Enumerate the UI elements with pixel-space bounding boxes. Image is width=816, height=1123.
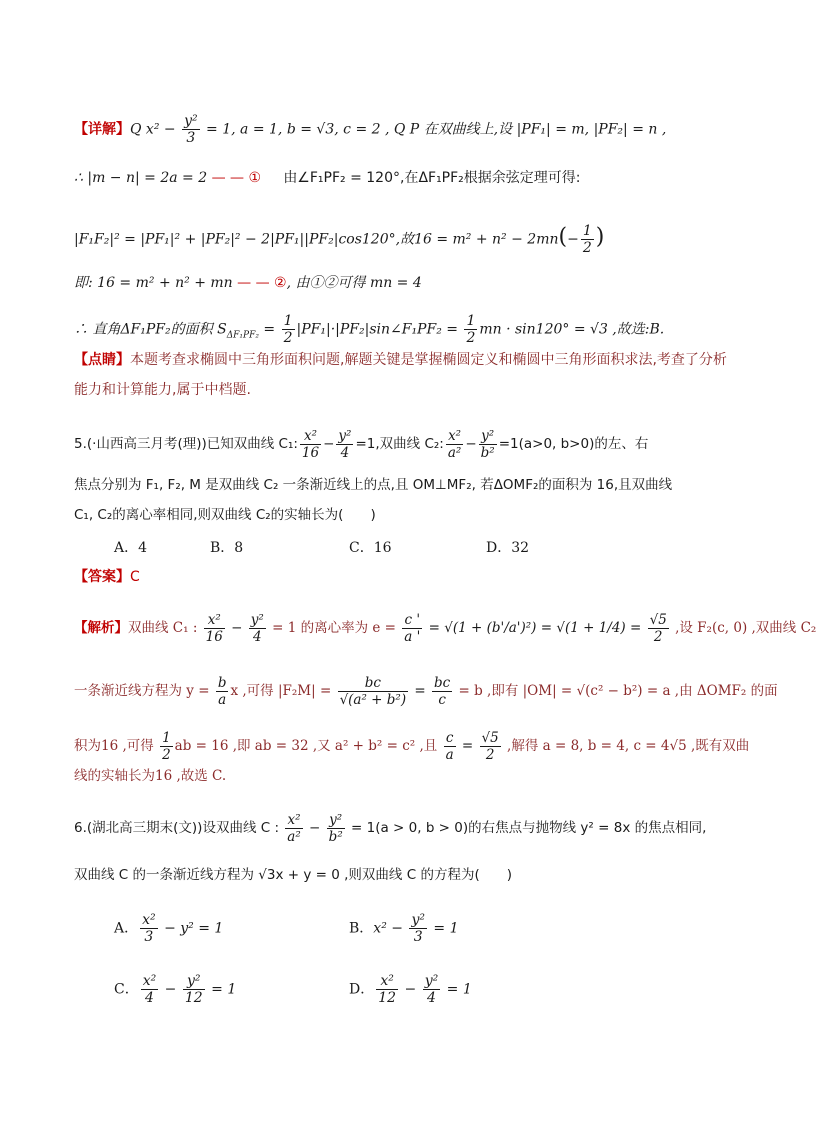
equals: = [457,738,478,754]
area-label: ∴ 直角ΔF₁PF₂的面积 S [74,321,227,338]
fraction: $\frac{\text{x²}}{12}$ [378,973,397,1006]
q5-analysis-3 [74,730,750,763]
minus: − [304,820,325,836]
detail-line-2 [74,168,734,188]
fraction: $\frac{1}{2}$ [466,313,476,346]
comment-tag: 【点睛】 [74,352,130,368]
q5-analysis-4 [74,766,734,786]
analysis-text: 一条渐近线方程为 y = [74,683,214,699]
minus: − [323,436,335,452]
q5-line-2 [74,475,734,495]
q5-option-b: B．8 [210,540,244,556]
q6-stem-c: = 1(a > 0, b > 0)的右焦点与抛物线 y² = 8x 的焦点相同, [346,820,707,836]
q6-line-2 [74,865,734,885]
comment-text-2: 能力和计算能力,属于中档题. [74,382,251,398]
q5-stem-a: 5.(·山西高三月考(理))已知双曲线 C₁: [74,436,298,452]
fraction: $\frac{c}{a}$ [445,730,454,763]
detail-line-4 [74,273,734,293]
detail-expr-b: = 1, a = 1, b = √3, c = 2 , Q P 在双曲线上,设 |PF₁| = m, |PF₂| = n , [201,121,667,138]
analysis-text: 线的实轴长为16 ,故选 C. [74,768,227,784]
fraction: $\frac{√5}{2}$ [481,730,499,763]
q5-option-a: A．4 [114,540,148,556]
fraction: $\frac{bc}{c}$ [434,675,451,708]
fraction: $\frac{\text{y²}}{12}$ [184,973,203,1006]
detail-line-5 [74,313,734,346]
q6-option-c: C． $\frac{\text{x²}}{4}$ − $\frac{\text{y²}}{12}$ = 1 [114,973,237,1006]
comment-line-1 [74,350,734,370]
fraction: $\frac{\text{x²}}{4}$ [142,973,157,1006]
q6-option-b: B．x² − $\frac{\text{y²}}{3}$ = 1 [349,912,459,945]
q6-line-1 [74,812,734,845]
analysis-text: x ,可得 |F₂M| = [230,683,336,699]
fraction: $\frac{\text{y²}}{\text{b²}}$ [328,812,343,845]
detail-result: , 由①②可得 mn = 4 [286,275,422,291]
fraction: $\frac{\text{y²}}{3}$ [184,113,198,146]
analysis-text: = 1 的离心率为 e = [267,620,401,636]
q5-stem-3: C₁, C₂的离心率相同,则双曲线 C₂的实轴长为( ) [74,507,376,523]
answer-value: C [130,569,140,585]
q5-stem-2: 焦点分别为 F₁, F₂, M 是双曲线 C₂ 一条渐近线上的点,且 OM⊥MF₂, 若ΔOMF₂的面积为 16,且双曲线 [74,477,673,493]
q6-option-d: D． $\frac{\text{x²}}{12}$ − $\frac{\text{y²}}{4}$ = 1 [349,973,472,1006]
q5-analysis-2 [74,675,778,708]
detail-eq-1: ∴ |m − n| = 2a = 2 [74,170,208,186]
analysis-tag: 【解析】 [74,620,128,636]
q5-stem-c: =1,双曲线 C₂: [355,436,444,452]
area-result: mn · sin120° = √3 ,故选:B. [479,321,665,338]
fraction: $\frac{\text{x²}}{\text{a²}}$ [447,428,462,461]
q5-option-d: D．32 [486,540,530,556]
detail-tag: 【详解】 [74,121,130,138]
fraction: $\frac{1}{2}$ [283,313,293,346]
circled-mark-2: — — ② [232,275,287,291]
detail-eq-2: 即: 16 = m² + n² + mn [74,275,233,291]
fraction: $\frac{\text{x²}}{3}$ [142,912,156,945]
analysis-text: ab = 16 ,即 ab = 32 ,又 a² + b² = c² ,且 [174,738,442,754]
analysis-text: ,设 F₂(c, 0) ,双曲线 C₂ [670,620,816,636]
fraction: $\frac{1}{2}$ [162,730,171,763]
answer-tag: 【答案】 [74,569,130,585]
q5-option-c: C．16 [349,540,392,556]
comment-line-2 [74,380,734,400]
q5-line-3 [74,505,734,525]
detail-expr-a: Q x² − [130,121,181,138]
comment-text-1: 本题考查求椭圆中三角形面积问题,解题关键是掌握椭圆定义和椭圆中三角形面积求法,考查了分析 [130,352,727,368]
q5-line-1 [74,428,734,461]
detail-line-1 [74,113,734,146]
circled-mark-1: — — ① [207,170,262,186]
fraction: $\frac{\text{x²}}{16}$ [301,428,320,461]
fraction: $\frac{1}{2}$ [582,223,592,256]
analysis-text: ,解得 a = 8, b = 4, c = 4√5 ,既有双曲 [502,738,750,754]
fraction: $\frac{\text{y²}}{4}$ [338,428,352,461]
fraction: $\frac{√5}{2}$ [649,612,667,645]
area-subscript: ΔF₁PF₂ [226,330,259,341]
fraction: $\frac{\text{y²}}{4}$ [250,612,264,645]
fraction: $\frac{\text{y²}}{3}$ [411,912,425,945]
fraction: $\frac{\text{x²}}{\text{a²}}$ [287,812,301,845]
q6-option-a: A． $\frac{\text{x²}}{3}$ − y² = 1 [114,912,224,945]
q5-analysis-1 [74,612,816,645]
fraction: $\frac{c '}{a '}$ [404,612,421,645]
analysis-expr: = √(1 + (b'/a')²) = √(1 + 1/4) = [424,620,646,636]
fraction: $\frac{\text{y²}}{\text{b²}}$ [480,428,495,461]
analysis-text: 积为16 ,可得 [74,738,159,754]
fraction: $\frac{bc}{\text{√(a² + b²)}}$ [339,675,407,708]
detail-line-3: |F₁F₂|² = |PF₁|² + |PF₂|² − 2|PF₁||PF₂|cos120°,故16 = m² + n² − 2mn(− $\frac{1}{2}$ ) [74,223,605,256]
equals: = [410,683,431,699]
equals: = [258,321,280,338]
q5-answer-line [74,567,734,587]
analysis-text: = b ,即有 |OM| = √(c² − b²) = a ,由 ΔOMF₂ 的面 [454,683,778,699]
detail-cosine-eq: |F₁F₂|² = |PF₁|² + |PF₂|² − 2|PF₁||PF₂|cos120°,故16 = m² + n² − 2mn [74,231,559,248]
analysis-text: 双曲线 C₁ : [128,620,202,636]
fraction: $\frac{\text{y²}}{4}$ [424,973,439,1006]
q6-stem-2: 双曲线 C 的一条渐近线方程为 √3x + y = 0 ,则双曲线 C 的方程为( ) [74,867,512,883]
q5-stem-e: =1(a>0, b>0)的左、右 [498,436,649,452]
minus: − [226,620,247,636]
fraction: $\frac{\text{x²}}{16}$ [205,612,223,645]
area-expr: |PF₁|·|PF₂|sin∠F₁PF₂ = [296,321,463,338]
detail-cosine-text: 由∠F₁PF₂ = 120°,在ΔF₁PF₂根据余弦定理可得: [283,170,581,186]
fraction: $\frac{b}{a}$ [217,675,227,708]
minus: − [465,436,477,452]
q6-stem-a: 6.(湖北高三期末(文))设双曲线 C : [74,820,284,836]
